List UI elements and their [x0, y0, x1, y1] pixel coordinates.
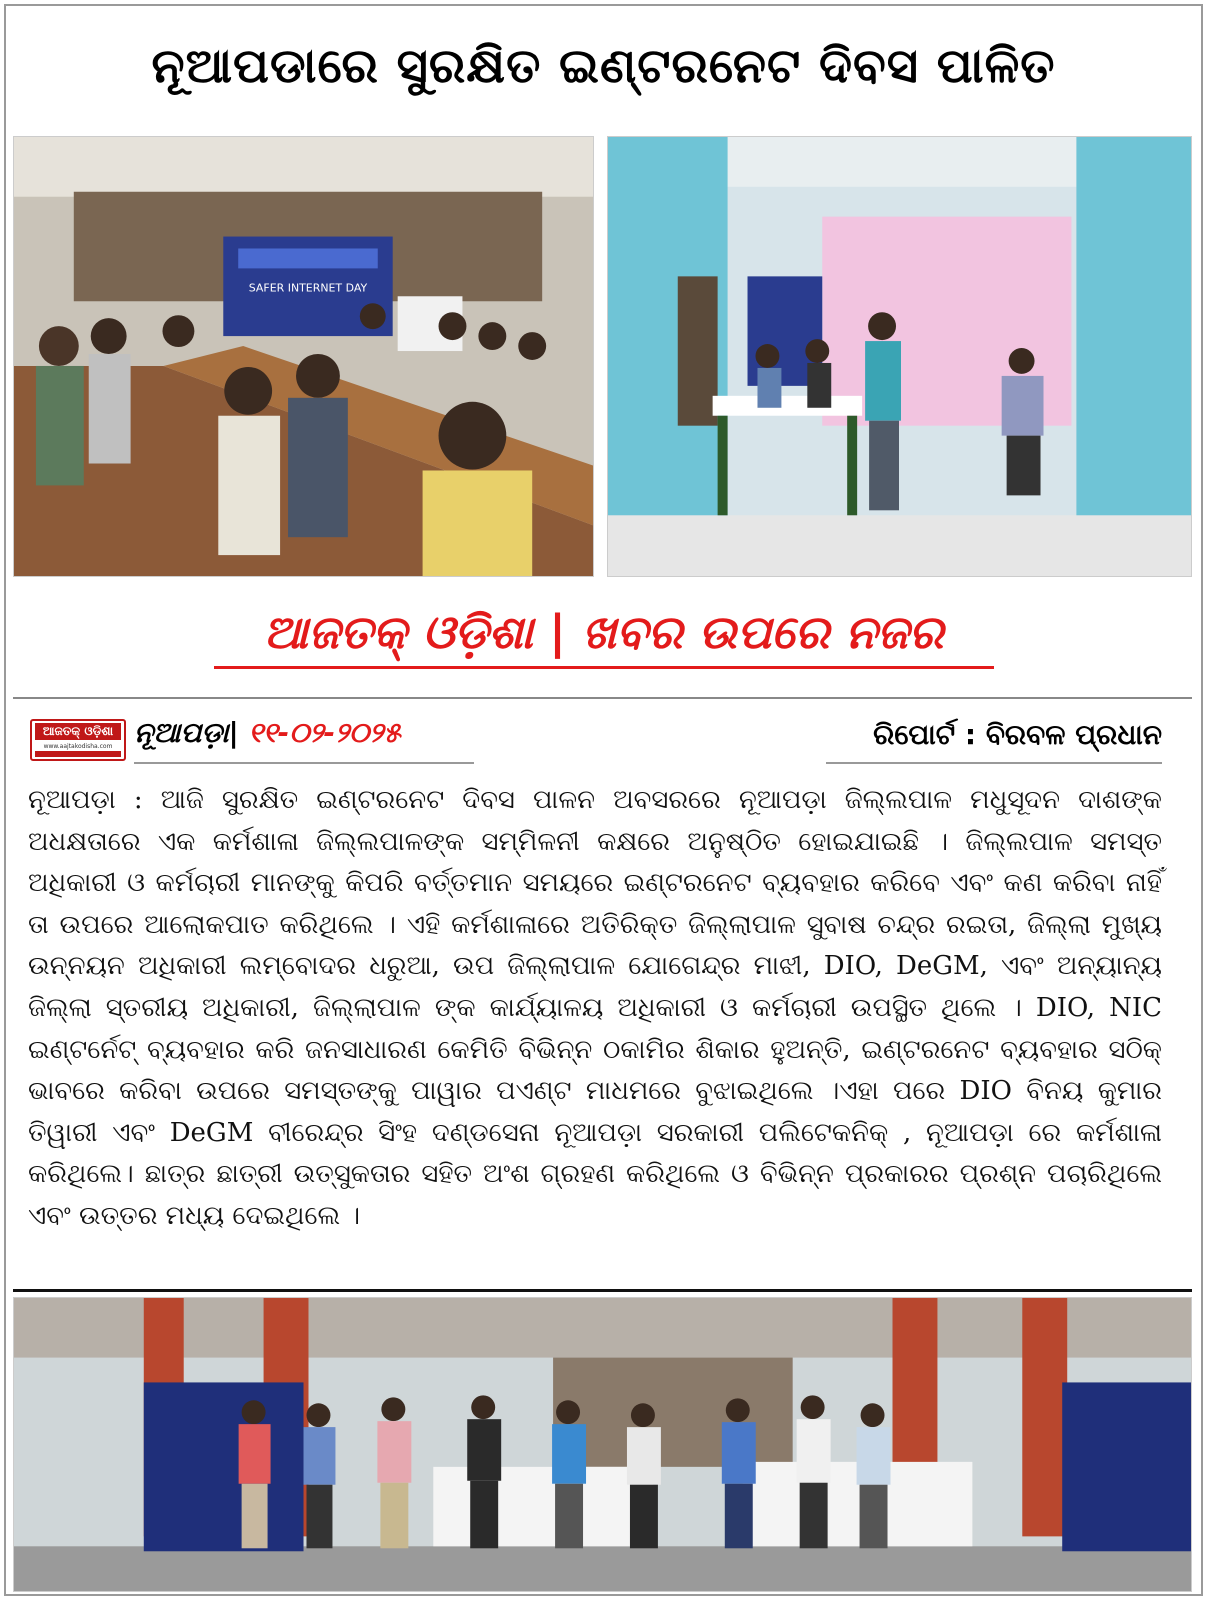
divider-top	[13, 697, 1192, 699]
brand-underline	[214, 666, 994, 669]
dateline	[134, 716, 401, 750]
divider-bottom	[13, 1289, 1192, 1292]
brand-tagline: ଆଜତକ୍ ଓଡ଼ିଶା | ଖବର ଉପରେ ନଜର	[263, 605, 944, 659]
reporter-credit: ରିପୋର୍ଟ : ବିରବଳ ପ୍ରଧାନ	[873, 718, 1162, 751]
dateline-place: ନୂଆପଡ଼ା	[134, 716, 229, 749]
classroom-presentation-photo	[607, 136, 1192, 577]
article-body: ନୂଆପଡ଼ା : ଆଜି ସୁରକ୍ଷିତ ଇଣ୍ଟରନେଟ ଦିବସ ପାଳନ ଅବସରରେ ନୂଆପଡ଼ା ଜିଲ୍ଲପାଳ ମଧୁସୂଦନ ଦାଶଙ୍କ ଅଧକ୍ଷତାରେ ଏକ କର୍ମଶାଳା ଜିଲ୍ଲପାଳଙ୍କ ସମ୍ମିଳନୀ କକ୍ଷରେ ଅନୁଷ୍ଠିତ ହୋଇଯାଇଛି । ଜିଲ୍ଲପାଳ ସମସ୍ତ ଅଧିକାରୀ ଓ କର୍ମଚାରୀ ମାନଙ୍କୁ କିପରି ବର୍ତ୍ତମାନ ସମୟରେ ଇଣ୍ଟରନେଟ ବ୍ୟବହାର କରିବେ ଏବଂ କଣ କରିବା ନାହିଁ ତା ଉପରେ ଆଲୋକପାତ କରିଥିଲେ । ଏହି କର୍ମଶାଳାରେ ଅତିରିକ୍ତ ଜିଲ୍ଲାପାଳ ସୁବାଷ ଚନ୍ଦ୍ର ରଇତା, ଜିଲ୍ଲା ମୁଖ୍ୟ ଉନ୍ନୟନ ଅଧିକାରୀ ଲମ୍ବୋଦର ଧରୁଆ, ଉପ ଜିଲ୍ଲାପାଳ ଯୋଗେନ୍ଦ୍ର ମାଝୀ, DIO, DeGM, ଏବଂ ଅନ୍ୟାନ୍ୟ ଜିଲ୍ଲା ସ୍ତରୀୟ ଅଧିକାରୀ, ଜିଲ୍ଲାପାଳ ଙ୍କ କାର୍ଯ୍ୟାଳୟ ଅଧିକାରୀ ଓ କର୍ମଚାରୀ ଉପସ୍ଥିତ ଥିଲେ । DIO, NIC ଇଣ୍ଟର୍ନେଟ୍ ବ୍ୟବହାର କରି ଜନସାଧାରଣ କେମିତି ବିଭିନ୍ନ ଠକାମିର ଶିକାର ହୁଅନ୍ତି, ଇଣ୍ଟରନେଟ ବ୍ୟବହାର ସଠିକ୍ ଭାବରେ କରିବା ଉପରେ ସମସ୍ତଙ୍କୁ ପାୱାର ପଏଣ୍ଟ ମାଧମରେ ବୁଝାଇଥିଲେ ।ଏହା ପରେ DIO ବିନୟ କୁମାର ତିୱାରୀ ଏବଂ DeGM ବୀରେନ୍ଦ୍ର ସିଂହ ଦଣ୍ଡସେନା ନୂଆପଡ଼ା ସରକାରୀ ପଲିଟେକନିକ୍ , ନୂଆପଡ଼ା ରେ କର୍ମଶାଳା କରିଥିଲେ। ଛାତ୍ର ଛାତ୍ରୀ ଉତ୍ସୁକତାର ସହିତ ଅଂଶ ଗ୍ରହଣ କରିଥିଲେ ଓ ବିଭିନ୍ନ ପ୍ରକାରର ପ୍ରଶ୍ନ ପଚାରିଥିଲେ ଏବଂ ଉତ୍ତର ମଧ୍ୟ ଦେଇଥିଲେ ।	[28, 785, 1162, 1231]
headline: ନୂଆପଡାରେ ସୁରକ୍ଷିତ ଇଣ୍ଟରନେଟ ଦିବସ ପାଳିତ	[151, 38, 1056, 94]
dateline-separator: |	[228, 716, 239, 749]
group-photo	[13, 1297, 1192, 1592]
reporter-underline	[826, 762, 1162, 764]
logo-website: www.aajtakodisha.com	[43, 743, 113, 750]
banner-text: SAFER INTERNET DAY	[248, 281, 368, 295]
dateline-date: ୧୧-୦୨-୨୦୨୫	[248, 716, 401, 749]
dateline-underline	[134, 762, 474, 764]
meeting-room-photo	[13, 136, 594, 577]
logo-band	[35, 751, 121, 757]
logo-name: ଆଜତକ୍ ଓଡ଼ିଶା	[35, 723, 121, 740]
aajtak-odisha-logo	[30, 719, 126, 761]
